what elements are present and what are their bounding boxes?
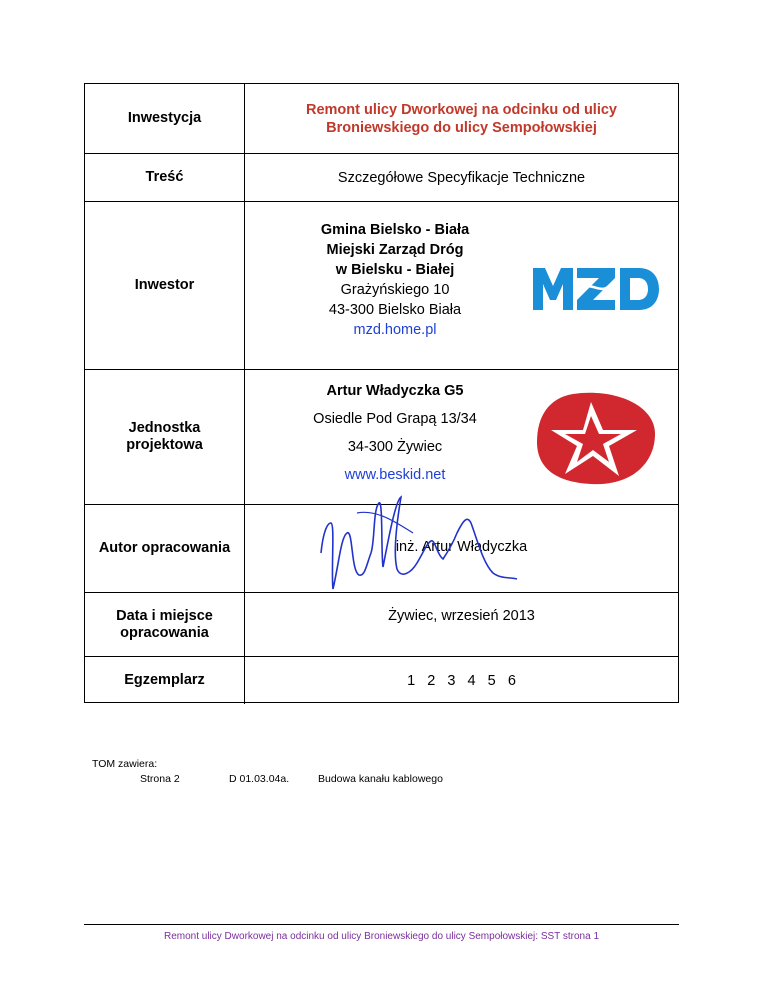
designer-link[interactable]: www.beskid.net bbox=[344, 467, 446, 483]
label-egzemplarz: Egzemplarz bbox=[85, 657, 245, 704]
label-inwestycja: Inwestycja bbox=[85, 84, 245, 153]
row-inwestycja bbox=[85, 84, 678, 154]
tom-entry-title: Budowa kanału kablowego bbox=[318, 773, 443, 785]
investor-line-1: Gmina Bielsko - Biała bbox=[320, 222, 470, 238]
value-inwestor bbox=[245, 202, 678, 369]
footer-text: Remont ulicy Dworkowej na odcinku od ulicy Broniewskiego do ulicy Sempołowskiej: SST strona 1 bbox=[163, 931, 599, 942]
value-data: Żywiec, wrzesień 2013 bbox=[388, 608, 535, 624]
label-inwestor: Inwestor bbox=[85, 202, 245, 369]
value-egzemplarz: 1 2 3 4 5 6 bbox=[407, 672, 516, 689]
label-tresc: Treść bbox=[85, 154, 245, 201]
designer-name: Artur Władyczka G5 bbox=[326, 383, 464, 399]
author-name: inż. Artur Władyczka bbox=[395, 539, 528, 555]
designer-address-2: 34-300 Żywiec bbox=[347, 439, 443, 455]
title-page-table bbox=[84, 83, 679, 703]
row-autor bbox=[85, 505, 678, 593]
tom-heading: TOM zawiera: bbox=[92, 758, 158, 770]
row-egzemplarz bbox=[85, 657, 678, 704]
row-inwestor bbox=[85, 202, 678, 370]
designer-logo bbox=[533, 390, 659, 488]
row-data bbox=[85, 593, 678, 657]
tom-entry-code: D 01.03.04a. bbox=[229, 773, 290, 785]
investor-line-2: Miejski Zarząd Dróg bbox=[326, 242, 464, 258]
value-autor bbox=[245, 505, 678, 592]
mzd-logo bbox=[531, 264, 661, 312]
project-title-line-2: Broniewskiego do ulicy Sempołowskiej bbox=[326, 119, 597, 136]
row-jednostka bbox=[85, 370, 678, 505]
investor-link[interactable]: mzd.home.pl bbox=[353, 322, 437, 338]
row-tresc bbox=[85, 154, 678, 202]
investor-line-5: 43-300 Bielsko Biała bbox=[328, 302, 462, 318]
value-tresc: Szczegółowe Specyfikacje Techniczne bbox=[337, 169, 586, 186]
signature bbox=[317, 493, 537, 597]
investor-line-3: w Bielsku - Białej bbox=[335, 262, 455, 278]
tom-entry-page: Strona 2 bbox=[140, 773, 180, 785]
designer-address-1: Osiedle Pod Grapą 13/34 bbox=[313, 411, 477, 427]
project-title-line-1: Remont ulicy Dworkowej na odcinku od ulicy bbox=[306, 101, 617, 118]
value-jednostka bbox=[245, 370, 678, 504]
label-data: Data i miejsce opracowania bbox=[85, 593, 245, 656]
value-inwestycja bbox=[245, 84, 678, 153]
investor-line-4: Grażyńskiego 10 bbox=[340, 282, 450, 298]
footer-rule bbox=[84, 924, 679, 925]
label-jednostka: Jednostka projektowa bbox=[85, 370, 245, 504]
label-autor: Autor opracowania bbox=[85, 505, 245, 592]
